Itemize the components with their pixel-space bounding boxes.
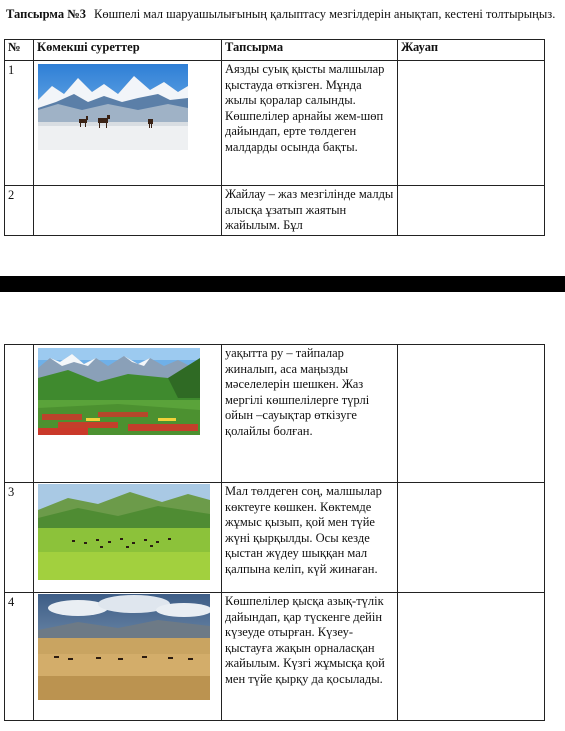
answer-cell[interactable]: [398, 61, 545, 186]
table-row: [5, 186, 545, 236]
task-text: Аязды суық қысты малшылар қыстауда өткізген. Мұнда жылы қоралар салынды. Көшпелілер арнайы жем-шөп дайындап, ерте төлдеген малдарды осында бақты.: [222, 61, 398, 186]
answer-cell[interactable]: [398, 593, 545, 721]
task-text: Мал төлдеген соң, малшылар көктеуге көшкен. Көктемде жұмыс қызып, қой мен түйе жүні қырқылды. Осы кезде қыстан жүдеу шыққан мал қалпына келіп, күй жинаған.: [222, 483, 398, 593]
row-number: 4: [5, 593, 34, 721]
task-instruction: Көшпелі мал шаруашылығының қалыптасу мезгілдерін анықтап, кестені толтырыңыз.: [94, 7, 556, 21]
task-text: Жайлау – жаз мезгілінде малды алысқа ұзатып жаятын жайылым. Бұл: [222, 186, 398, 236]
row-number: [5, 345, 34, 483]
summer-pasture-image: [38, 348, 200, 435]
task-text: Көшпелілер қысқа азық-түлік дайындап, қар түскенге дейін күзеуде отырған. Күзеу-қыстауға жақын орналасқан жайылым. Күзгі жұмысқа қой мен түйе қырқу да қосылады.: [222, 593, 398, 721]
header-images: Көмекші суреттер: [34, 40, 222, 61]
task-heading: [6, 8, 558, 21]
row-number: 3: [5, 483, 34, 593]
answer-cell[interactable]: [398, 186, 545, 236]
autumn-pasture-image: [38, 594, 210, 700]
winter-pasture-image: [38, 64, 188, 150]
header-task: Тапсырма: [222, 40, 398, 61]
table-header-row: [5, 40, 545, 61]
row-number: 2: [5, 186, 34, 236]
image-cell: [34, 186, 222, 236]
header-answer: Жауап: [398, 40, 545, 61]
answer-cell[interactable]: [398, 483, 545, 593]
row-number: 1: [5, 61, 34, 186]
page-separator: [0, 276, 565, 292]
task-label: Тапсырма №3: [6, 7, 86, 21]
spring-pasture-image: [38, 484, 210, 580]
task-text: уақытта ру – тайпалар жиналып, аса маңызды мәселелерін шешкен. Жаз мергілі көшпелілерге түрлі ойын –сауықтар өткізуге қолайлы болған.: [222, 345, 398, 483]
header-number: №: [5, 40, 34, 61]
answer-cell[interactable]: [398, 345, 545, 483]
